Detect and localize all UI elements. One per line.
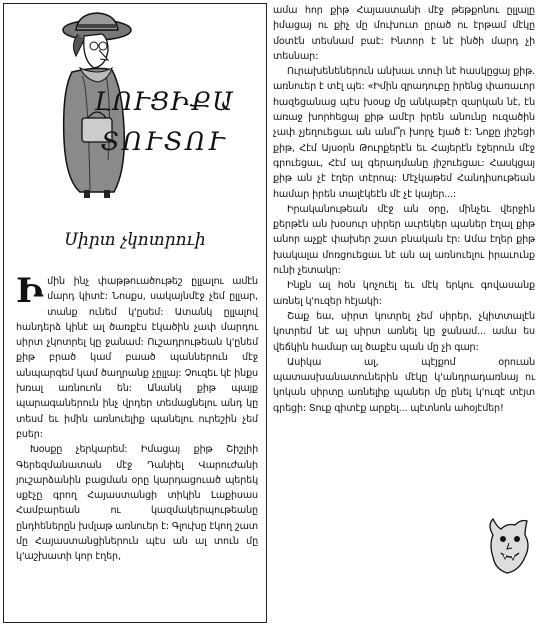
column-title-line2: ՏՈՒՏՈՒ [100, 127, 228, 156]
paragraph-3: ամա հոր քիթ Հայաստանի մէջ թեթքոնու ըլլալը իմացայ ու քիչ մը մուխուտ ըրած ու էրթամ մէկը մօտէն տեսնամ բաէ: Ինտոր է նէ ինծի մարդ չի տեսնար: [273, 5, 535, 62]
right-column [273, 3, 535, 623]
article-body-left [16, 271, 258, 565]
paragraph-7: Շաք եա, սիրտ կոտրել չեմ սիրեր, չկիտտալէն կոտրեմ նէ ալ սիրտ առնել կը ջանամ... ամա ես վեճկին համար ալ ծաքէս պան մը չի գար: [273, 310, 535, 353]
paragraph-1 [16, 271, 258, 442]
column-title-line1: ԼՈՒՑԻՔԱ [94, 87, 234, 116]
article-title: Սիրտ չկոտրուի [64, 230, 206, 250]
left-column [3, 3, 267, 623]
paragraph-2: Խօսքը չերկարեմ: Իմացայ քիթ Շիշլիի Գերեզմանատան մէջ Դանիել Վարուժանի յուշարձանին բացման օրը կարդացուած պերեկ սքէչը գրող Հայաստանցի տիկին Լաքիսաս Համբարեան ու կազմակերպութեանը ընդհեներըն խմլաթ առնուեր է: Գլուխը էկող շատ մը Հայաստանցիներուն պէս ան ալ տուն մը կ'աշխատի կոր էղեր, [16, 444, 258, 563]
paragraph-1-text: մին ինչ փաթթուածութեշ ըլլալու ամէն մարդ կիտէ: Նոսքս, սակայնմէջ չեմ ըլլար, տանք ունեմ կ'ըսեմ: Ատանկ ըլլալով հանդերձ կինէ ալ ծառքէս էկածին չափ մարդու սիրտ չկոտրել կը ջանամ: Ուշադրութեան կ'ընեմ քիթ բրած կամ բաած պաններուն մէջ անպարգեմ կամ ծաղրանք չըլլայ: Չուզեւ կէ ինքս խռալ առնուոն են: Անանկ քիթ պայք պարագաներուն ինչ վրդեր տեմացնելու անդ կը տեսմ եւ իմին առնուելիք պանելու ուրեշին չեմ բսեր: [16, 276, 258, 440]
paragraph-4: Ուրախենեներուն անխաւ տուի նէ հասկըցայ քիթ. առնուեր է տէլ պե: «Իմին զրադուբը իրենց փառաւոր հազեցանաց պէս խօսք մը անկաթէր զարկան նէ, էն առաջ խորհեցայ քիթ ամէր իրեն անունը ուզածին չափ չյեղուեցաւ ան անմ՞ր խորչ էյած է: Նոքը յիշեցի քիթ, Հէմ Այսօրն Թուրքերէն եւ Հայերէն էջերուն մէջ գրուեցաւ, Հէմ ալ գերադմանը յիշուեցաւ: Հասկցայ քիթ ան չէ էղեր տէրոպ: Մէչկաթեմ Հանդիսութեան համար իրեն տալէկեէն մէ չէ կայեր...: [273, 66, 535, 200]
paragraph-6: Ինքն ալ հօն կոչուել եւ մէկ երկու գովասանք առնել կ'ուզեր հէյակի: [273, 280, 535, 307]
gargoyle-icon [485, 515, 533, 577]
paragraph-5: Իրականութեան մէջ ան օրը, մինչեւ վերջին քերթէն ան խօսուր սիրեր աւրեկեր պաներ էղալ քիթ անոր աչքէ փախեր շատ բնական էր: Ամա էղեր քիթ խակալա մոռցուեցաւ նէ ան ալ առնուելու իրաւունք ունի չետակր: [273, 203, 535, 277]
drop-cap: Ի [16, 271, 44, 311]
paragraph-8: Ասիկա ալ, պէյքոմ օրուան պատասխանատուներին մէկը կ'անդրադառնայ ու կոկան սիրտը առնելիք պաներ մը ընել կ'ուզէ տէյտ գրեցի: Տուք գիտէք արքել... պէտնոն ահօյէմեր! [273, 356, 535, 414]
article-body-right [273, 3, 535, 416]
column-title [74, 86, 254, 158]
